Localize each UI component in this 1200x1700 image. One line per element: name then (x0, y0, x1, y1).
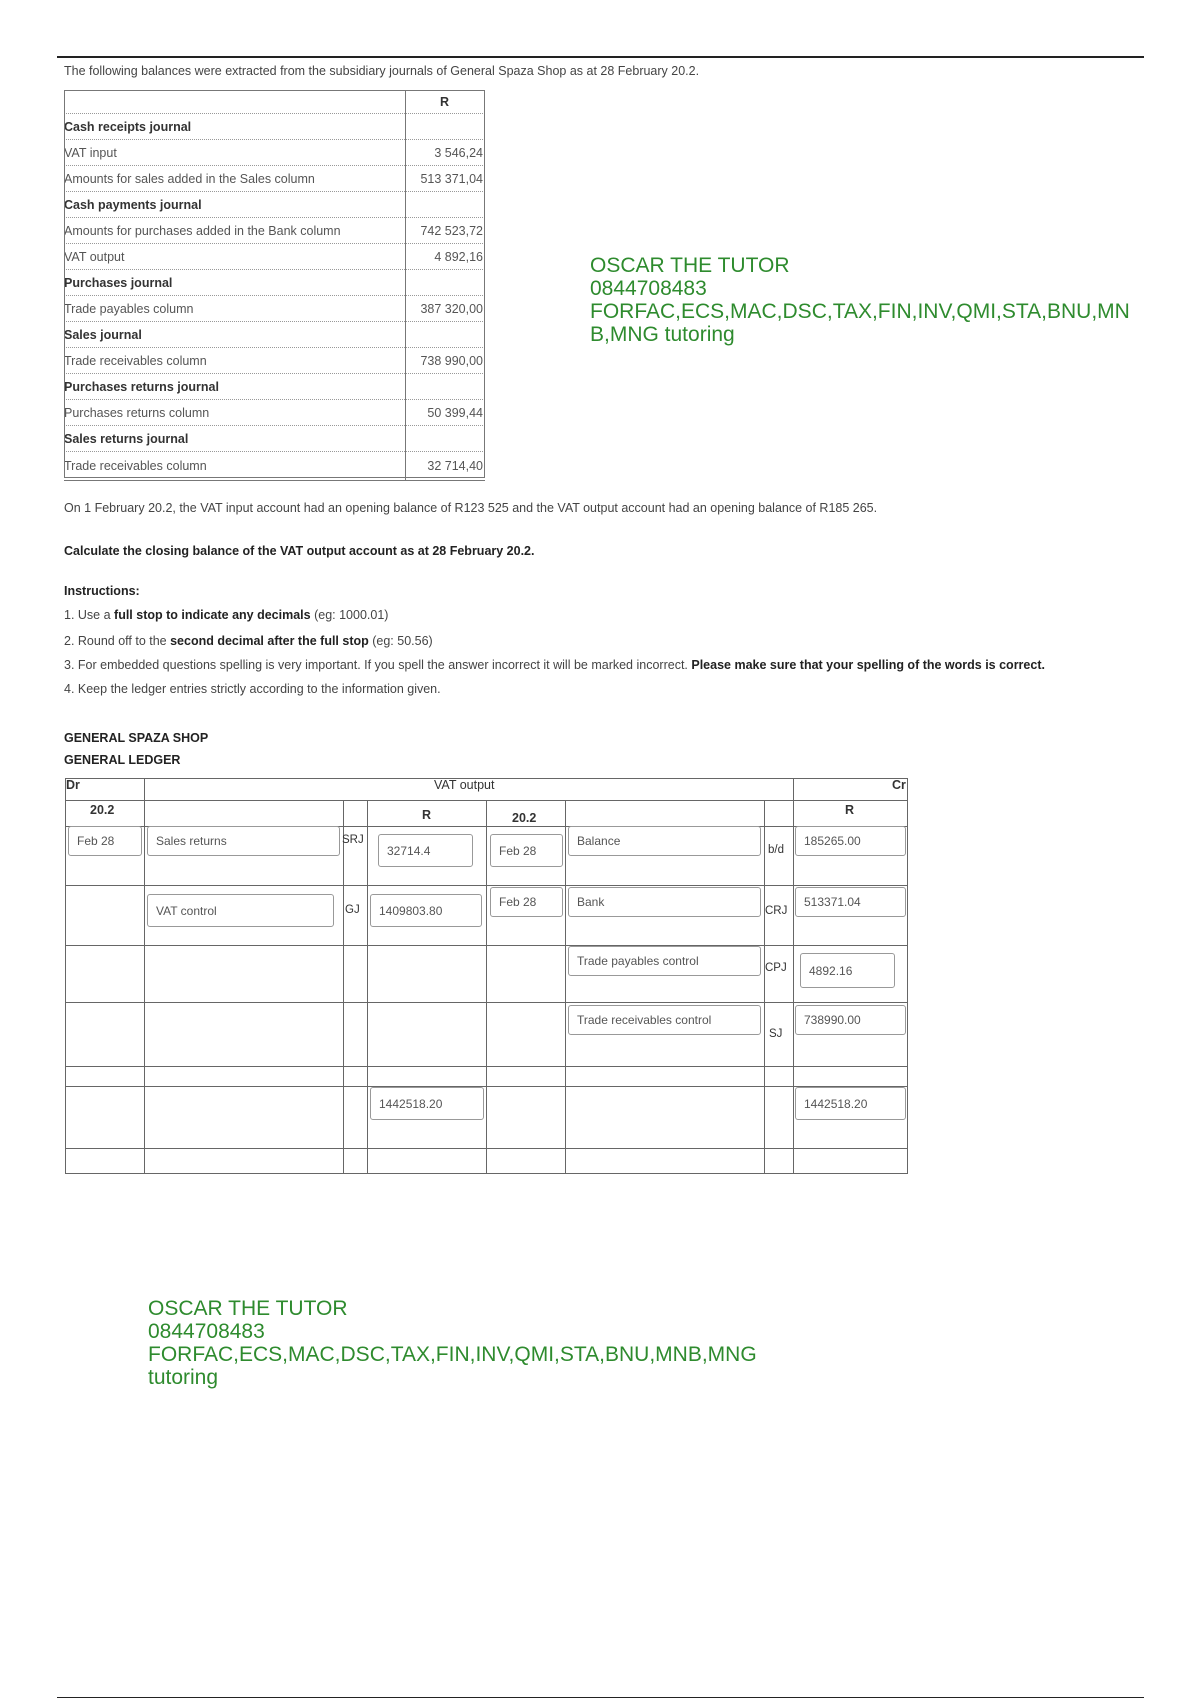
balance-amount: 738 990,00 (406, 348, 486, 374)
r-right: R (845, 803, 855, 817)
balance-amount: 513 371,04 (406, 166, 486, 192)
balance-amount (406, 192, 486, 218)
debit-details-2[interactable]: VAT control (147, 894, 334, 927)
dr-label: Dr (66, 778, 80, 792)
balance-amount: 387 320,00 (406, 296, 486, 322)
journal-name: Sales journal (64, 322, 406, 348)
credit-amount-4[interactable]: 738990.00 (795, 1005, 906, 1035)
balance-label: VAT output (64, 244, 406, 270)
year-left: 20.2 (90, 803, 115, 817)
balance-label: Trade receivables column (64, 348, 406, 374)
credit-amount-1[interactable]: 185265.00 (795, 826, 906, 856)
balance-amount: 3 546,24 (406, 140, 486, 166)
balance-label: Amounts for sales added in the Sales column (64, 166, 406, 192)
watermark-phone: 0844708483 (590, 277, 707, 300)
top-rule (57, 56, 1144, 58)
balance-amount (406, 322, 486, 348)
journal-name: Cash receipts journal (64, 114, 406, 140)
debit-amount-1[interactable]: 32714.4 (378, 834, 473, 867)
r-left: R (422, 808, 432, 822)
balances-table (64, 90, 485, 481)
debit-folio-2: GJ (345, 904, 360, 916)
opening-balances-text: On 1 February 20.2, the VAT input account had an opening balance of R123 525 and the VAT output account had an opening balance of R185 265. (64, 501, 878, 515)
balance-amount (406, 270, 486, 296)
credit-folio-4: SJ (769, 1028, 783, 1040)
balance-amount: 50 399,44 (406, 400, 486, 426)
currency-header: R (406, 90, 486, 114)
watermark-codes: FORFAC,ECS,MAC,DSC,TAX,FIN,INV,QMI,STA,BNU,MN (590, 300, 1130, 323)
vat-output-ledger (65, 778, 908, 1174)
balance-row (64, 218, 485, 244)
cr-label: Cr (892, 778, 906, 792)
balance-label: VAT input (64, 140, 406, 166)
balance-amount (406, 374, 486, 400)
account-name: VAT output (434, 778, 495, 792)
balances-header-row (64, 90, 485, 114)
balance-row (64, 244, 485, 270)
balance-amount: 4 892,16 (406, 244, 486, 270)
instructions-heading: Instructions: (64, 584, 140, 598)
instruction-1: 1. Use a full stop to indicate any decimals (eg: 1000.01) (64, 608, 389, 622)
debit-details-1[interactable]: Sales returns (147, 826, 340, 856)
credit-folio-1: b/d (768, 844, 784, 856)
year-right: 20.2 (512, 811, 537, 825)
journal-heading-row (64, 192, 485, 218)
journal-name: Purchases journal (64, 270, 406, 296)
instruction-4: 4. Keep the ledger entries strictly according to the information given. (64, 682, 441, 696)
question-text: Calculate the closing balance of the VAT output account as at 28 February 20.2. (64, 544, 535, 558)
credit-date-2[interactable]: Feb 28 (490, 887, 563, 917)
watermark-codes-cont: B,MNG tutoring (590, 323, 735, 346)
debit-total[interactable]: 1442518.20 (370, 1087, 484, 1120)
watermark-codes: FORFAC,ECS,MAC,DSC,TAX,FIN,INV,QMI,STA,BNU,MNB,MNG (148, 1343, 757, 1366)
journal-name: Purchases returns journal (64, 374, 406, 400)
journal-heading-row (64, 270, 485, 296)
credit-amount-2[interactable]: 513371.04 (795, 887, 906, 917)
credit-total[interactable]: 1442518.20 (795, 1087, 906, 1120)
balance-row (64, 400, 485, 426)
debit-amount-2[interactable]: 1409803.80 (370, 894, 482, 927)
watermark-phone: 0844708483 (148, 1320, 265, 1343)
credit-details-3[interactable]: Trade payables control (568, 946, 761, 976)
credit-folio-3: CPJ (765, 962, 787, 974)
balance-row (64, 166, 485, 192)
journal-heading-row (64, 114, 485, 140)
watermark-name: OSCAR THE TUTOR (148, 1297, 348, 1320)
balance-label: Amounts for purchases added in the Bank column (64, 218, 406, 244)
balance-row (64, 296, 485, 322)
balance-amount: 742 523,72 (406, 218, 486, 244)
credit-folio-2: CRJ (765, 905, 788, 917)
intro-text: The following balances were extracted from the subsidiary journals of General Spaza Shop as at 28 February 20.2. (64, 64, 700, 78)
balance-label: Trade receivables column (64, 452, 406, 481)
ledger-title: GENERAL LEDGER (64, 753, 181, 767)
balance-label: Trade payables column (64, 296, 406, 322)
credit-details-2[interactable]: Bank (568, 887, 761, 917)
tutor-watermark-bottom (148, 1297, 757, 1389)
balance-row (64, 348, 485, 374)
journal-heading-row (64, 322, 485, 348)
watermark-codes-cont: tutoring (148, 1366, 219, 1389)
credit-amount-3[interactable]: 4892.16 (800, 953, 895, 988)
balance-amount: 32 714,40 (406, 452, 486, 481)
journal-heading-row (64, 374, 485, 400)
debit-folio-1: SRJ (342, 834, 364, 846)
balance-row (64, 452, 485, 481)
instruction-2: 2. Round off to the second decimal after the full stop (eg: 50.56) (64, 634, 433, 648)
balance-row (64, 140, 485, 166)
journal-name: Sales returns journal (64, 426, 406, 452)
journal-name: Cash payments journal (64, 192, 406, 218)
credit-date-1[interactable]: Feb 28 (490, 834, 563, 867)
credit-details-1[interactable]: Balance (568, 826, 761, 856)
debit-date-1[interactable]: Feb 28 (68, 826, 142, 856)
balance-label: Purchases returns column (64, 400, 406, 426)
bottom-rule (57, 1697, 1144, 1698)
balance-amount (406, 426, 486, 452)
instruction-3: 3. For embedded questions spelling is very important. If you spell the answer incorrect it will be marked incorrect. Please make sure that your spelling of the words is correct. (64, 658, 1045, 672)
tutor-watermark-top (590, 254, 1130, 346)
journal-heading-row (64, 426, 485, 452)
watermark-name: OSCAR THE TUTOR (590, 254, 790, 277)
credit-details-4[interactable]: Trade receivables control (568, 1005, 761, 1035)
balance-amount (406, 114, 486, 140)
company-title: GENERAL SPAZA SHOP (64, 731, 209, 745)
